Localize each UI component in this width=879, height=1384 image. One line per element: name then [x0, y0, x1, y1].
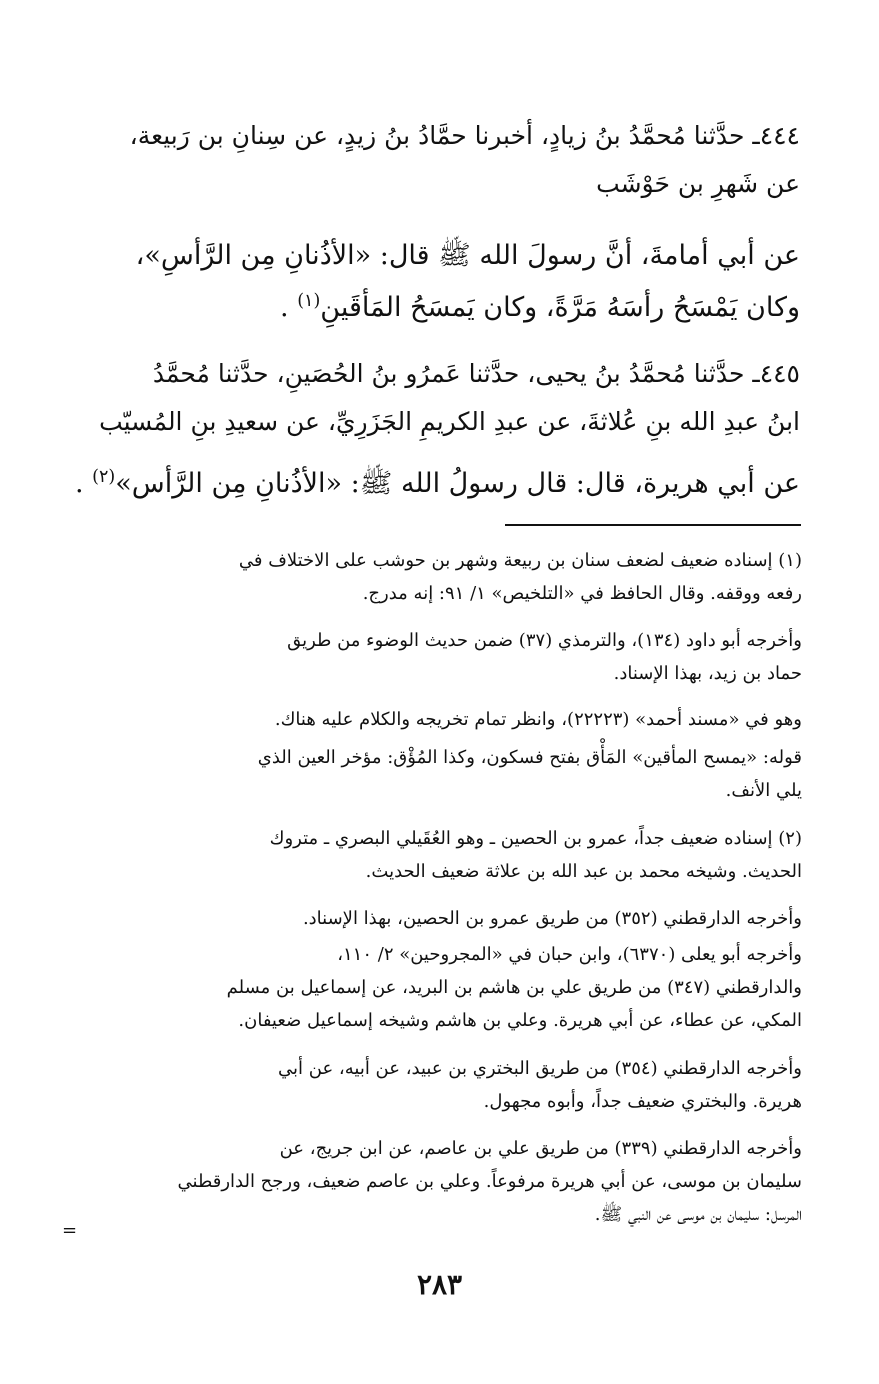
text-line: عن أبي أمامةَ، أنَّ رسولَ الله ﷺ قال: «الأذُنانِ مِن الرَّأسِ»، — [135, 240, 800, 271]
sentence-end: . — [280, 292, 298, 323]
sentence-end: . — [74, 468, 93, 499]
footnote-marker-2: (٢) — [92, 467, 116, 487]
footnote-line: حماد بن زيد، بهذا الإسناد. — [613, 663, 802, 684]
footnote-paragraph — [84, 1052, 802, 1118]
footnote-line: وأخرجه أبو يعلى (٦٣٧٠)، وابن حبان في «المجروحين» ٢/ ١١٠، — [337, 944, 802, 965]
hadith-445-matn — [74, 458, 800, 510]
footnote-line: الحديث. وشيخه محمد بن عبد الله بن علاثة ضعيف الحديث. — [365, 861, 802, 882]
footnote-marker-1: (١) — [297, 291, 321, 311]
text-line: ٤٤٥ـ حدَّثنا مُحمَّدُ بنُ يحيى، حدَّثنا عَمرُو بنُ الحُصَينِ، حدَّثنا مُحمَّدُ — [152, 359, 800, 388]
matn-text: عن أبي هريرة، قال: قال رسولُ الله ﷺ: «الأذُنانِ مِن الرَّأس» — [115, 468, 800, 499]
footnote-line: سليمان بن موسى، عن أبي هريرة مرفوعاً. وعلي بن عاصم ضعيف، ورجح الدارقطني — [177, 1171, 802, 1192]
hadith-444-matn — [88, 230, 800, 334]
footnote-paragraph — [84, 938, 802, 1037]
text-line: ابنُ عبدِ الله بنِ عُلاثةَ، عن عبدِ الكريمِ الجَزَرِيِّ، عن سعيدِ بنِ المُسيّب — [99, 407, 800, 436]
footnote-line: يلي الأنف. — [725, 780, 802, 801]
footnote-line: المرسل: سليمان بن موسى عن النبي ﷺ. — [594, 1204, 802, 1225]
page-number: ٢٨٣ — [416, 1268, 463, 1301]
footnote-line: هريرة. والبختري ضعيف جداً، وأبوه مجهول. — [483, 1091, 802, 1112]
text-line — [88, 282, 800, 334]
footnote-1 — [84, 544, 802, 610]
footnote-line: وأخرجه الدارقطني (٣٥٤) من طريق البختري بن عبيد، عن أبيه، عن أبي — [278, 1058, 802, 1079]
footnote-paragraph — [84, 624, 802, 690]
footnote-paragraph — [84, 1132, 802, 1231]
footnote-divider — [505, 524, 801, 526]
hadith-444-isnad — [88, 112, 800, 208]
text-line: ٤٤٤ـ حدَّثنا مُحمَّدُ بنُ زيادٍ، أخبرنا حمَّادُ بنُ زيدٍ، عن سِنانِ بن رَبيعة، — [129, 121, 800, 150]
footnote-line: وأخرجه الدارقطني (٣٣٩) من طريق علي بن عاصم، عن ابن جريج، عن — [279, 1138, 802, 1159]
footnote-paragraph — [84, 703, 802, 736]
footnote-line: رفعه ووقفه. وقال الحافظ في «التلخيص» ١/ ٩١: إنه مدرج. — [362, 583, 802, 604]
footnote-paragraph — [84, 741, 802, 807]
hadith-445-isnad — [88, 350, 800, 446]
footnote-line: وأخرجه أبو داود (١٣٤)، والترمذي (٣٧) ضمن حديث الوضوء من طريق — [287, 630, 802, 651]
footnote-line: قوله: «يمسح المأقين» المَأْق بفتح فسكون، وكذا المُؤْق: مؤخر العين الذي — [257, 747, 802, 768]
footnote-line: والدارقطني (٣٤٧) من طريق علي بن هاشم بن البريد، عن إسماعيل بن مسلم — [226, 977, 802, 998]
footnote-2 — [84, 822, 802, 888]
continued-mark: = — [62, 1220, 78, 1241]
text-line: عن شَهرِ بن حَوْشَب — [596, 169, 800, 198]
footnote-line: المكي، عن عطاء، عن أبي هريرة. وعلي بن هاشم وشيخه إسماعيل ضعيفان. — [238, 1010, 802, 1031]
matn-text: وكان يَمْسَحُ رأسَهُ مَرَّةً، وكان يَمسَحُ المَأقَينِ — [320, 292, 800, 323]
text-line — [74, 458, 800, 510]
footnote-line: (٢) إسناده ضعيف جداً، عمرو بن الحصين ـ وهو العُقَيلي البصري ـ متروك — [269, 828, 802, 849]
footnote-paragraph — [84, 902, 802, 935]
footnote-line: (١) إسناده ضعيف لضعف سنان بن ربيعة وشهر بن حوشب على الاختلاف في — [238, 550, 802, 571]
footnote-line: وهو في «مسند أحمد» (٢٢٢٢٣)، وانظر تمام تخريجه والكلام عليه هناك. — [274, 709, 802, 730]
footnote-line: وأخرجه الدارقطني (٣٥٢) من طريق عمرو بن الحصين، بهذا الإسناد. — [302, 908, 802, 929]
